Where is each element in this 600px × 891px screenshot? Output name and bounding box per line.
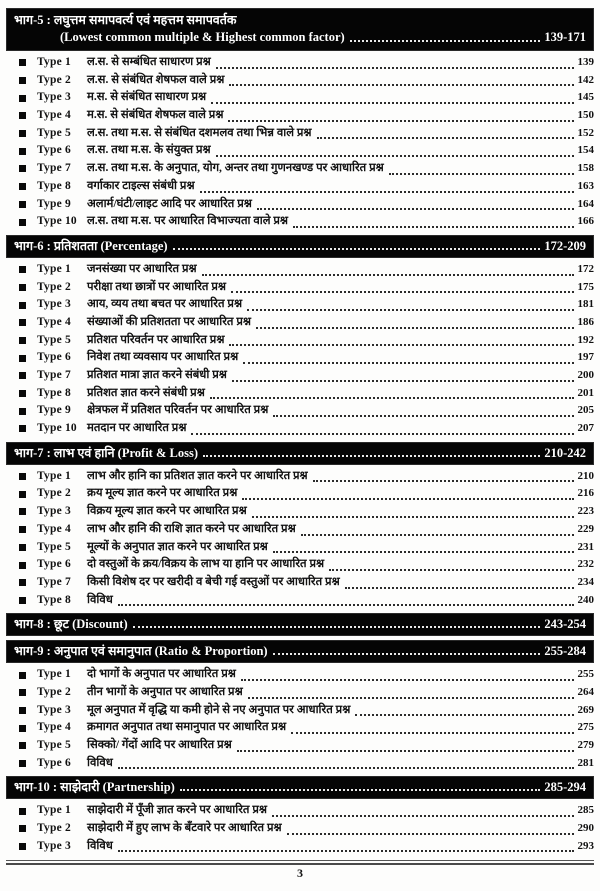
toc-item-type: Type 1 [37,262,71,275]
dot-leader [256,327,573,329]
section-title: भाग-10 : साझेदारी (Partnership) [14,780,175,795]
toc-item-page: 255 [577,668,594,681]
dot-leader [133,626,541,628]
dot-leader [202,274,574,276]
bullet-square-icon [19,77,26,84]
toc-item-type: Type 2 [37,487,71,500]
section-page-range: 210-242 [544,445,586,460]
toc-item [6,838,594,856]
toc-item-type: Type 5 [37,333,71,346]
toc-item-type: Type 9 [37,404,71,417]
bullet-square-icon [19,390,26,397]
dot-leader [273,551,574,553]
toc-item-label: लाभ और हानि की राशि ज्ञात करने पर आधारित प्रश्न [87,522,296,535]
toc-item-label: साझेदारी में पूँजी ज्ञात करने पर आधारित प्रश्न [87,804,268,817]
toc-item [6,802,594,820]
bullet-square-icon [19,742,26,749]
toc-item-label: सिक्को/ गेंदों आदि पर आधारित प्रश्न [87,739,232,751]
toc-item [6,89,594,107]
toc-item-type: Type 1 [37,804,71,817]
toc-item-label: क्षेत्रफल में प्रतिशत परिवर्तन पर आधारित प्रश्न [87,404,269,417]
toc-item-page: 172 [577,262,594,275]
section-header [6,776,594,799]
bullet-square-icon [19,672,26,679]
section-title: भाग-7 : लाभ एवं हानि (Profit & Loss) [14,445,198,460]
dot-leader [291,732,573,734]
toc-item-page: 216 [577,487,594,500]
toc-item-label: जनसंख्या पर आधारित प्रश्न [87,262,197,275]
dot-leader [273,653,541,655]
section-title-line2 [14,29,586,46]
toc-item-label: म.स. से संबंधित साधारण प्रश्न [87,91,207,104]
toc-item-type: Type 10 [37,215,77,228]
toc-item-label: निवेश तथा व्यवसाय पर आधारित प्रश्न [87,351,239,364]
toc-item-page: 139 [577,56,594,68]
toc-item-type: Type 4 [37,109,71,122]
dot-leader [257,208,574,210]
toc-item-type: Type 4 [37,315,71,328]
section-title: भाग-5 : लघुत्तम समापवर्त्य एवं महत्तम समापवर्तक [14,13,237,27]
toc-item-label: विविध [87,756,113,769]
bullet-square-icon [19,491,26,498]
toc-item [6,72,594,90]
toc-item [6,160,594,178]
toc-item-type: Type 1 [37,668,71,681]
footer-rule [6,860,594,865]
toc-item-page: 163 [577,179,594,192]
toc-item-page: 240 [577,593,594,606]
dot-leader [211,102,573,104]
dot-leader [273,415,573,417]
toc-item-page: 175 [577,280,594,293]
toc-item-page: 231 [577,540,594,553]
dot-leader [313,480,574,482]
toc-item [6,402,594,420]
toc-item-page: 207 [577,422,594,435]
bullet-square-icon [19,425,26,432]
bullet-square-icon [19,579,26,586]
section-subtitle: (Lowest common multiple & Highest common factor) [60,30,345,44]
toc-item-label: ल.स. तथा म.स. पर आधारित विभाज्यता वाले प्रश्न [87,215,289,228]
toc-item-page: 145 [577,91,594,104]
dot-leader [216,155,574,157]
bullet-square-icon [19,760,26,767]
dot-leader [118,850,574,852]
toc-item-type: Type 7 [37,575,71,588]
toc-item [6,279,594,297]
dot-leader [237,750,574,752]
toc-item-type: Type 7 [37,369,71,381]
toc-item [6,820,594,838]
toc-item [6,314,594,332]
dot-leader [301,534,574,536]
toc-item-type: Type 1 [37,56,71,68]
page-number: 3 [297,866,303,881]
toc-item [6,261,594,279]
toc-item-page: 229 [577,522,594,535]
toc-item-page: 275 [577,721,594,734]
toc-item-page: 290 [577,822,594,835]
bullet-square-icon [19,355,26,362]
toc-item-page: 232 [577,558,594,571]
toc-item-label: ल.स. तथा म.स. से संबंधित दशमलव तथा भिन्न वाले प्रश्न [87,126,312,139]
toc-item-type: Type 3 [37,505,71,518]
dot-leader [287,833,574,835]
dot-leader [200,191,574,193]
toc-item [6,503,594,521]
dot-leader [203,455,540,457]
bullet-square-icon [19,526,26,533]
dot-leader [247,309,573,311]
toc-item-label: विविध [87,593,113,606]
toc-item [6,296,594,314]
toc-item-label: आय, व्यय तथा बचत पर आधारित प्रश्न [87,298,243,311]
section-title: भाग-9 : अनुपात एवं समानुपात (Ratio & Proportion) [14,644,268,659]
bullet-square-icon [19,707,26,714]
bullet-square-icon [19,95,26,102]
toc-item-label: मूल्यों के अनुपात ज्ञात करने पर आधारित प्रश्न [87,540,268,553]
dot-leader [241,679,574,681]
toc-item [6,178,594,196]
dot-leader [228,120,573,122]
toc-item-label: मूल अनुपात में वृद्धि या कमी होने से नए अनुपात पर आधारित प्रश्न [87,703,351,716]
toc-item-label: ल.स. तथा म.स. के अनुपात, योग, अन्तर तथा गुणनखण्ड पर आधारित प्रश्न [87,162,384,175]
toc-item-label: म.स. से संबंधित शेषफल वाले प्रश्न [87,109,224,122]
toc-item [6,521,594,539]
toc-item-type: Type 8 [37,593,71,606]
toc-item-page: 201 [577,386,594,399]
section-header [6,8,594,51]
dot-leader [231,291,573,293]
bullet-square-icon [19,165,26,172]
toc-item-type: Type 6 [37,144,71,157]
bullet-square-icon [19,408,26,415]
toc-item [6,125,594,143]
bullet-square-icon [19,201,26,208]
toc-item-page: 164 [577,197,594,210]
dot-leader [173,248,541,250]
section-title-line1 [14,12,586,29]
toc-item-label: ल.स. तथा म.स. के संयुक्त प्रश्न [87,144,211,157]
section-header [6,613,594,636]
bullet-square-icon [19,284,26,291]
toc-item-label: संख्याओं की प्रतिशतता पर आधारित प्रश्न [87,315,252,328]
dot-leader [329,569,573,571]
bullet-square-icon [19,825,26,832]
bullet-square-icon [19,597,26,604]
dot-leader [216,67,574,69]
bullet-square-icon [19,183,26,190]
toc-item-page: 234 [577,575,594,588]
toc-item [6,592,594,610]
toc-item-type: Type 7 [37,162,71,175]
toc-item-type: Type 3 [37,839,71,852]
bullet-square-icon [19,508,26,515]
toc-item [6,574,594,592]
toc-item-type: Type 5 [37,126,71,139]
toc-item-label: मतदान पर आधारित प्रश्न [87,422,187,435]
toc-item-type: Type 5 [37,739,71,751]
toc-item-label: प्रतिशत मात्रा ज्ञात करने संबंधी प्रश्न [87,369,227,381]
toc-item-page: 281 [577,756,594,769]
section-page-range: 243-254 [544,617,586,632]
toc-item-page: 150 [577,109,594,122]
toc-item [6,755,594,773]
toc-item [6,468,594,486]
toc-item-label: तीन भागों के अनुपात पर आधारित प्रश्न [87,685,243,698]
toc-item-page: 293 [577,839,594,852]
toc-item-label: प्रतिशत ज्ञात करने संबंधी प्रश्न [87,386,205,399]
toc-item [6,556,594,574]
toc-item-page: 210 [577,469,594,482]
toc-item [6,719,594,737]
toc-item [6,54,594,72]
toc-item-page: 264 [577,685,594,698]
bullet-square-icon [19,219,26,226]
bullet-square-icon [19,302,26,309]
bullet-square-icon [19,266,26,273]
toc-item-type: Type 2 [37,73,71,86]
dot-leader [232,380,574,382]
toc-item-page: 279 [577,739,594,751]
dot-leader [293,226,573,228]
toc-item-page: 197 [577,351,594,364]
dot-leader [272,815,573,817]
section-page-range: 285-294 [544,780,586,795]
section-title: भाग-6 : प्रतिशतता (Percentage) [14,238,168,253]
toc-item-type: Type 2 [37,685,71,698]
dot-leader [242,498,573,500]
dot-leader [229,344,573,346]
bullet-square-icon [19,843,26,850]
toc-item-label: विक्रय मूल्य ज्ञात करने पर आधारित प्रश्न [87,505,247,518]
toc-item-label: विविध [87,839,113,852]
dot-leader [345,587,574,589]
toc-item-page: 152 [577,126,594,139]
dot-leader [210,397,574,399]
bullet-square-icon [19,689,26,696]
toc-item [6,213,594,231]
dot-leader [252,516,574,518]
toc-item [6,684,594,702]
toc-item-label: क्रय मूल्य ज्ञात करने पर आधारित प्रश्न [87,487,238,500]
toc-item-label: परीक्षा तथा छात्रों पर आधारित प्रश्न [87,280,227,293]
bullet-square-icon [19,59,26,66]
dot-leader [118,604,574,606]
toc-item-page: 269 [577,703,594,716]
toc-item-type: Type 3 [37,91,71,104]
bullet-square-icon [19,562,26,569]
dot-leader [389,173,574,175]
toc-item-type: Type 6 [37,756,71,769]
toc-item-type: Type 4 [37,721,71,734]
toc-item-type: Type 1 [37,469,71,482]
dot-leader [317,137,574,139]
toc-item [6,420,594,438]
toc-item-page: 181 [577,298,594,311]
toc-item-label: दो वस्तुओं के क्रय/विक्रय के लाभ या हानि पर आधारित प्रश्न [87,558,325,571]
bullet-square-icon [19,725,26,732]
toc-item-label: क्रमागत अनुपात तथा समानुपात पर आधारित प्रश्न [87,721,287,734]
toc-item [6,385,594,403]
toc-item-label: वर्गाकार टाइल्स संबंधी प्रश्न [87,179,195,192]
dot-leader [180,789,540,791]
toc-item-page: 200 [577,369,594,381]
toc-item-type: Type 8 [37,179,71,192]
toc-item-label: लाभ और हानि का प्रतिशत ज्ञात करने पर आधारित प्रश्न [87,469,308,482]
bullet-square-icon [19,544,26,551]
section-header [6,442,594,465]
bullet-square-icon [19,319,26,326]
toc-item-label: किसी विशेष दर पर खरीदी व बेची गई वस्तुओं पर आधारित प्रश्न [87,575,340,588]
toc-item [6,107,594,125]
dot-leader [229,84,573,86]
bullet-square-icon [19,808,26,815]
toc-item-type: Type 4 [37,522,71,535]
section-page-range: 255-284 [544,644,586,659]
section-header [6,235,594,258]
toc-item-page: 158 [577,162,594,175]
toc-item-type: Type 3 [37,703,71,716]
toc-item [6,702,594,720]
section-page-range: 139-171 [544,30,586,44]
bullet-square-icon [19,112,26,119]
toc-item-page: 192 [577,333,594,346]
bullet-square-icon [19,372,26,379]
bullet-square-icon [19,148,26,155]
dot-leader [118,767,574,769]
toc-item-page: 166 [577,215,594,228]
toc-item-page: 285 [577,804,594,817]
toc-item-page: 205 [577,404,594,417]
toc-item-type: Type 8 [37,386,71,399]
dot-leader [350,40,541,42]
toc-item-type: Type 6 [37,558,71,571]
table-of-contents [6,8,594,855]
toc-item-page: 223 [577,505,594,518]
toc-item [6,349,594,367]
toc-item [6,539,594,557]
toc-item-type: Type 9 [37,197,71,210]
toc-item-label: दो भागों के अनुपात पर आधारित प्रश्न [87,668,236,681]
dot-leader [355,714,573,716]
toc-item-page: 154 [577,144,594,157]
bullet-square-icon [19,473,26,480]
toc-item-label: ल.स. से सम्बंधित साधारण प्रश्न [87,56,211,68]
section-title: भाग-8 : छूट (Discount) [14,617,128,632]
toc-item [6,737,594,755]
toc-item-label: प्रतिशत परिवर्तन पर आधारित प्रश्न [87,333,225,346]
toc-item-type: Type 6 [37,351,71,364]
bullet-square-icon [19,337,26,344]
toc-item [6,142,594,160]
toc-item-page: 186 [577,315,594,328]
dot-leader [243,362,573,364]
toc-item [6,485,594,503]
section-page-range: 172-209 [544,238,586,253]
dot-leader [191,433,573,435]
toc-item-page: 142 [577,73,594,86]
dot-leader [248,697,574,699]
section-header [6,640,594,663]
toc-item [6,367,594,385]
toc-item-label: ल.स. से संबंधित शेषफल वाले प्रश्न [87,73,225,86]
toc-item-type: Type 2 [37,822,71,835]
bullet-square-icon [19,130,26,137]
toc-item-type: Type 3 [37,298,71,311]
toc-item [6,196,594,214]
toc-item-label: साझेदारी में हुए लाभ के बँटवारे पर आधारित प्रश्न [87,822,282,835]
toc-item-type: Type 5 [37,540,71,553]
toc-item-type: Type 10 [37,422,77,435]
toc-item [6,666,594,684]
toc-item-label: अलार्म/घंटी/लाइट आदि पर आधारित प्रश्न [87,197,252,210]
toc-item [6,332,594,350]
toc-item-type: Type 2 [37,280,71,293]
